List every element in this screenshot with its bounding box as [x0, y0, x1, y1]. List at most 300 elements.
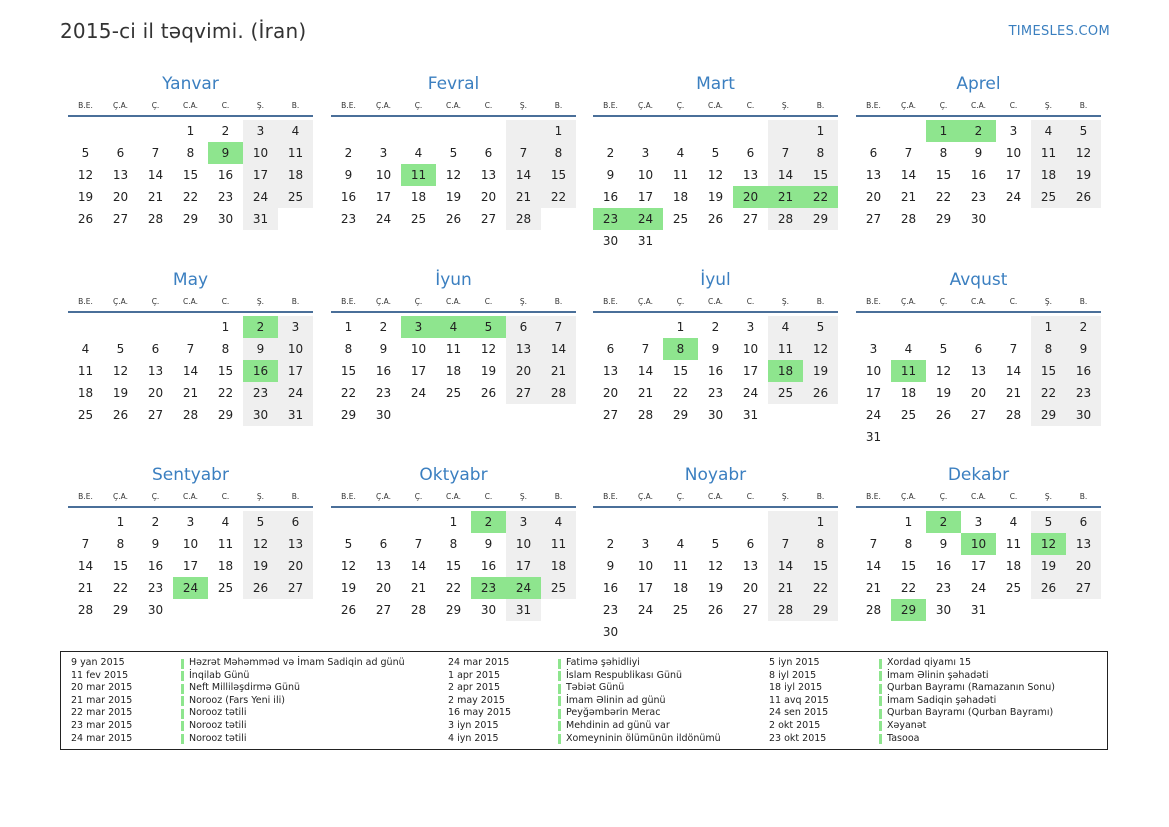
week-row	[856, 360, 1101, 382]
day-cell: 10	[182, 537, 199, 551]
empty-day-cell	[803, 230, 838, 252]
weekday-label: B.E.	[603, 297, 618, 306]
week-row	[331, 338, 576, 360]
day-cell: 9	[606, 168, 615, 182]
legend-date: 3 iyn 2015	[448, 719, 499, 731]
day-cell: 20	[865, 190, 882, 204]
week-row	[331, 511, 576, 533]
day-cell: 17	[1005, 168, 1022, 182]
week-row	[593, 599, 838, 621]
week-row	[593, 404, 838, 426]
week-row	[856, 555, 1101, 577]
weekday-label: B.E.	[341, 297, 356, 306]
day-cell: 14	[900, 168, 917, 182]
day-cell: 9	[974, 146, 983, 160]
week-row	[331, 120, 576, 142]
month-name: İyun	[435, 270, 472, 290]
empty-day-cell	[471, 404, 506, 426]
day-cell: 23	[602, 603, 619, 617]
legend-date: 21 mar 2015	[71, 694, 133, 706]
holiday-day-cell: 3	[401, 316, 436, 338]
empty-day-cell	[541, 599, 576, 621]
weekday-label: C.A.	[445, 492, 461, 501]
day-cell: 13	[1066, 533, 1101, 555]
day-cell: 2	[379, 320, 388, 334]
weekday-label: Ç.A.	[375, 101, 391, 110]
legend-column	[71, 657, 405, 745]
day-cell: 9	[243, 338, 278, 360]
day-cell: 13	[742, 168, 759, 182]
month-name: İyul	[700, 270, 731, 290]
week-row	[68, 338, 313, 360]
empty-day-cell	[926, 426, 961, 448]
day-cell: 12	[1066, 142, 1101, 164]
day-cell: 27	[742, 212, 759, 226]
weekday-label: B.E.	[341, 101, 356, 110]
legend-entry	[448, 657, 721, 670]
day-cell: 14	[865, 559, 882, 573]
day-cell: 1	[344, 320, 353, 334]
weekday-label: C.	[221, 492, 230, 501]
empty-day-cell	[173, 599, 208, 621]
month-name: Dekabr	[947, 465, 1010, 485]
day-cell: 22	[112, 581, 129, 595]
day-cell: 4	[1009, 515, 1018, 529]
empty-day-cell	[628, 511, 663, 533]
day-cell: 20	[742, 581, 759, 595]
empty-day-cell	[278, 208, 313, 230]
day-cell: 24	[243, 186, 278, 208]
holiday-day-cell: 24	[173, 577, 208, 599]
day-cell: 12	[803, 338, 838, 360]
weekday-header	[331, 490, 576, 508]
legend-date: 23 okt 2015	[769, 732, 827, 744]
weeks	[593, 316, 838, 426]
legend-entry	[769, 695, 1055, 708]
day-cell: 24	[742, 386, 759, 400]
day-cell: 30	[217, 212, 234, 226]
weekday-label: Ç.A.	[637, 297, 653, 306]
week-row	[593, 164, 838, 186]
day-cell: 22	[217, 386, 234, 400]
day-cell: 8	[221, 342, 230, 356]
legend-holiday-name: İmam Əlinin şəhadəti	[887, 669, 989, 681]
holiday-marker	[879, 671, 882, 681]
day-cell: 4	[676, 146, 685, 160]
day-cell: 17	[970, 559, 987, 573]
empty-day-cell	[593, 511, 628, 533]
day-cell: 29	[803, 208, 838, 230]
weekday-label: C.A.	[707, 492, 723, 501]
day-cell: 14	[768, 164, 803, 186]
empty-day-cell	[733, 621, 768, 643]
day-cell: 17	[865, 386, 882, 400]
month-1	[68, 72, 313, 230]
week-row	[331, 316, 576, 338]
empty-day-cell	[331, 120, 366, 142]
day-cell: 4	[904, 342, 913, 356]
legend-holiday-name: Xəyanət	[887, 719, 927, 731]
weekday-label: B.E.	[866, 101, 881, 110]
holiday-day-cell: 2	[471, 511, 506, 533]
day-cell: 30	[243, 404, 278, 426]
legend-entry	[769, 720, 1055, 733]
legend-entry	[769, 682, 1055, 695]
week-row	[68, 533, 313, 555]
legend-holiday-name: Norooz tətili	[189, 707, 247, 719]
day-cell: 17	[410, 364, 427, 378]
day-cell: 24	[970, 581, 987, 595]
day-cell: 25	[1031, 186, 1066, 208]
week-row	[331, 164, 576, 186]
day-cell: 28	[900, 212, 917, 226]
day-cell: 27	[147, 408, 164, 422]
week-row	[68, 186, 313, 208]
day-cell: 23	[1066, 382, 1101, 404]
day-cell: 25	[1005, 581, 1022, 595]
month-name: May	[172, 270, 209, 290]
day-cell: 26	[480, 386, 497, 400]
day-cell: 30	[707, 408, 724, 422]
legend-entry	[448, 695, 721, 708]
empty-day-cell	[733, 120, 768, 142]
day-cell: 15	[217, 364, 234, 378]
week-row	[593, 316, 838, 338]
month-name: Noyabr	[684, 465, 747, 485]
day-cell: 19	[112, 386, 129, 400]
empty-day-cell	[103, 120, 138, 142]
holiday-marker	[879, 659, 882, 669]
day-cell: 12	[243, 533, 278, 555]
day-cell: 25	[672, 603, 689, 617]
empty-day-cell	[628, 316, 663, 338]
day-cell: 19	[480, 364, 497, 378]
day-cell: 27	[970, 408, 987, 422]
day-cell: 30	[602, 625, 619, 639]
weekday-label: C.	[484, 492, 493, 501]
day-cell: 28	[182, 408, 199, 422]
day-cell: 31	[865, 430, 882, 444]
day-cell: 2	[606, 537, 615, 551]
holiday-marker	[879, 709, 882, 719]
day-cell: 23	[970, 190, 987, 204]
day-cell: 5	[711, 146, 720, 160]
day-cell: 19	[243, 555, 278, 577]
day-cell: 25	[768, 382, 803, 404]
day-cell: 6	[869, 146, 878, 160]
day-cell: 22	[541, 186, 576, 208]
empty-day-cell	[961, 426, 996, 448]
day-cell: 20	[375, 581, 392, 595]
page-title: 2015-ci il təqvimi. (İran)	[60, 19, 307, 43]
day-cell: 17	[278, 360, 313, 382]
weekday-label: B.	[554, 101, 563, 110]
day-cell: 31	[243, 208, 278, 230]
holiday-day-cell: 24	[506, 577, 541, 599]
empty-day-cell	[733, 511, 768, 533]
weekday-label: C.A.	[445, 101, 461, 110]
weekday-label: B.E.	[78, 492, 93, 501]
empty-day-cell	[436, 404, 471, 426]
week-row	[856, 316, 1101, 338]
week-row	[331, 208, 576, 230]
weeks	[593, 511, 838, 643]
empty-day-cell	[593, 316, 628, 338]
legend-holiday-name: Həzrət Məhəmməd və İmam Sadiqin ad günü	[189, 657, 405, 668]
day-cell: 31	[506, 599, 541, 621]
legend-holiday-name: Norooz (Fars Yeni ili)	[189, 694, 285, 706]
weekday-label: Ç.	[676, 492, 685, 501]
legend-entry	[769, 733, 1055, 746]
day-cell: 15	[672, 364, 689, 378]
day-cell: 10	[375, 168, 392, 182]
holiday-marker	[879, 721, 882, 731]
day-cell: 29	[340, 408, 357, 422]
legend-date: 2 may 2015	[448, 694, 505, 706]
weekday-label: C.A.	[182, 492, 198, 501]
week-row	[68, 360, 313, 382]
weekday-header	[593, 295, 838, 313]
day-cell: 8	[541, 142, 576, 164]
legend-date: 4 iyn 2015	[448, 732, 499, 744]
weeks	[68, 511, 313, 621]
week-row	[68, 404, 313, 426]
weekday-label: B.	[1079, 101, 1088, 110]
day-cell: 24	[865, 408, 882, 422]
weekday-label: C.	[484, 101, 493, 110]
weekday-label: Ç.	[414, 492, 423, 501]
empty-day-cell	[1031, 599, 1066, 621]
day-cell: 13	[602, 364, 619, 378]
day-cell: 23	[217, 190, 234, 204]
day-cell: 11	[541, 533, 576, 555]
week-row	[856, 404, 1101, 426]
day-cell: 2	[711, 320, 720, 334]
day-cell: 11	[445, 342, 462, 356]
day-cell: 17	[182, 559, 199, 573]
holiday-day-cell: 29	[891, 599, 926, 621]
legend-holiday-name: Xordad qiyamı 15	[887, 657, 972, 668]
day-cell: 21	[410, 581, 427, 595]
weekday-header	[331, 99, 576, 117]
empty-day-cell	[663, 511, 698, 533]
day-cell: 13	[506, 338, 541, 360]
holiday-day-cell: 16	[243, 360, 278, 382]
day-cell: 17	[742, 364, 759, 378]
day-cell: 8	[116, 537, 125, 551]
legend-holiday-name: Xomeyninin ölümünün ildönümü	[566, 732, 721, 744]
day-cell: 28	[768, 599, 803, 621]
day-cell: 7	[186, 342, 195, 356]
month-name: Oktyabr	[419, 465, 488, 485]
day-cell: 3	[746, 320, 755, 334]
day-cell: 1	[676, 320, 685, 334]
month-10	[331, 463, 576, 621]
day-cell: 25	[445, 386, 462, 400]
weekday-label: C.	[746, 297, 755, 306]
day-cell: 26	[935, 408, 952, 422]
holiday-day-cell: 1	[926, 120, 961, 142]
day-cell: 17	[637, 581, 654, 595]
month-5	[68, 268, 313, 426]
day-cell: 19	[935, 386, 952, 400]
week-row	[68, 208, 313, 230]
weekday-label: B.	[816, 297, 825, 306]
day-cell: 17	[243, 164, 278, 186]
day-cell: 7	[869, 537, 878, 551]
day-cell: 15	[541, 164, 576, 186]
day-cell: 11	[768, 338, 803, 360]
day-cell: 24	[375, 212, 392, 226]
weekday-label: Ç.	[676, 297, 685, 306]
day-cell: 20	[602, 386, 619, 400]
holiday-marker	[181, 709, 184, 719]
day-cell: 16	[480, 559, 497, 573]
weekday-label: Ç.	[676, 101, 685, 110]
day-cell: 5	[711, 537, 720, 551]
weekday-label: Ç.	[151, 492, 160, 501]
weekday-label: B.	[1079, 297, 1088, 306]
empty-day-cell	[506, 120, 541, 142]
weekday-label: Ç.A.	[637, 492, 653, 501]
day-cell: 5	[116, 342, 125, 356]
day-cell: 11	[672, 559, 689, 573]
day-cell: 1	[904, 515, 913, 529]
day-cell: 17	[375, 190, 392, 204]
empty-day-cell	[768, 120, 803, 142]
day-cell: 30	[1066, 404, 1101, 426]
day-cell: 5	[1066, 120, 1101, 142]
legend-date: 9 yan 2015	[71, 657, 125, 668]
day-cell: 8	[449, 537, 458, 551]
weekday-label: Ç.A.	[900, 101, 916, 110]
day-cell: 12	[77, 168, 94, 182]
legend-holiday-name: Mehdinin ad günü var	[566, 719, 670, 731]
brand-link[interactable]: TIMESLES.COM	[1008, 24, 1110, 39]
day-cell: 1	[541, 120, 576, 142]
day-cell: 10	[742, 342, 759, 356]
weekday-label: Ş.	[781, 101, 790, 110]
empty-day-cell	[891, 120, 926, 142]
week-row	[856, 208, 1101, 230]
empty-day-cell	[541, 208, 576, 230]
day-cell: 27	[506, 382, 541, 404]
week-row	[593, 142, 838, 164]
empty-day-cell	[208, 599, 243, 621]
day-cell: 28	[506, 208, 541, 230]
holiday-marker	[181, 659, 184, 669]
day-cell: 7	[768, 142, 803, 164]
weekday-label: C.	[221, 297, 230, 306]
week-row	[856, 533, 1101, 555]
day-cell: 3	[974, 515, 983, 529]
day-cell: 22	[340, 386, 357, 400]
weekday-label: Ç.	[939, 492, 948, 501]
legend-entry	[769, 657, 1055, 670]
day-cell: 20	[278, 555, 313, 577]
empty-day-cell	[996, 316, 1031, 338]
weekday-label: Ç.A.	[375, 492, 391, 501]
day-cell: 1	[116, 515, 125, 529]
day-cell: 20	[480, 190, 497, 204]
day-cell: 26	[1031, 577, 1066, 599]
weekday-label: C.	[1009, 297, 1018, 306]
day-cell: 15	[803, 555, 838, 577]
week-row	[68, 142, 313, 164]
month-11	[593, 463, 838, 643]
holiday-marker	[558, 709, 561, 719]
legend-holiday-name: Fatimə şəhidliyi	[566, 657, 640, 668]
month-12	[856, 463, 1101, 621]
day-cell: 18	[541, 555, 576, 577]
day-cell: 6	[506, 316, 541, 338]
holiday-marker	[558, 696, 561, 706]
day-cell: 30	[935, 603, 952, 617]
week-row	[331, 404, 576, 426]
legend-column	[769, 657, 1055, 745]
weekday-label: Ç.A.	[637, 101, 653, 110]
legend-entry	[448, 733, 721, 746]
holiday-day-cell: 2	[961, 120, 996, 142]
holiday-day-cell: 11	[891, 360, 926, 382]
week-row	[593, 621, 838, 643]
empty-day-cell	[996, 599, 1031, 621]
day-cell: 12	[707, 168, 724, 182]
week-row	[856, 142, 1101, 164]
month-6	[331, 268, 576, 426]
empty-day-cell	[768, 404, 803, 426]
legend-holiday-name: İnqilab Günü	[189, 669, 250, 681]
weeks	[331, 511, 576, 621]
week-row	[593, 577, 838, 599]
weekday-label: C.	[746, 492, 755, 501]
empty-day-cell	[663, 230, 698, 252]
weekday-label: C.	[1009, 492, 1018, 501]
day-cell: 6	[606, 342, 615, 356]
day-cell: 18	[278, 164, 313, 186]
day-cell: 10	[1005, 146, 1022, 160]
legend-entry	[71, 733, 405, 746]
legend-holiday-name: Qurban Bayramı (Qurban Bayramı)	[887, 707, 1054, 719]
day-cell: 5	[449, 146, 458, 160]
day-cell: 18	[1005, 559, 1022, 573]
day-cell: 14	[1005, 364, 1022, 378]
day-cell: 14	[637, 364, 654, 378]
holiday-day-cell: 11	[401, 164, 436, 186]
month-7	[593, 268, 838, 426]
holiday-marker	[558, 734, 561, 744]
empty-day-cell	[278, 599, 313, 621]
empty-day-cell	[628, 621, 663, 643]
empty-day-cell	[1066, 426, 1101, 448]
day-cell: 30	[970, 212, 987, 226]
day-cell: 25	[217, 581, 234, 595]
legend-entry	[448, 670, 721, 683]
empty-day-cell	[733, 230, 768, 252]
week-row	[856, 382, 1101, 404]
day-cell: 3	[641, 537, 650, 551]
day-cell: 23	[375, 386, 392, 400]
day-cell: 20	[112, 190, 129, 204]
weekday-header	[856, 99, 1101, 117]
day-cell: 10	[410, 342, 427, 356]
day-cell: 6	[151, 342, 160, 356]
day-cell: 23	[340, 212, 357, 226]
week-row	[68, 577, 313, 599]
week-row	[856, 120, 1101, 142]
day-cell: 8	[186, 146, 195, 160]
day-cell: 8	[803, 533, 838, 555]
